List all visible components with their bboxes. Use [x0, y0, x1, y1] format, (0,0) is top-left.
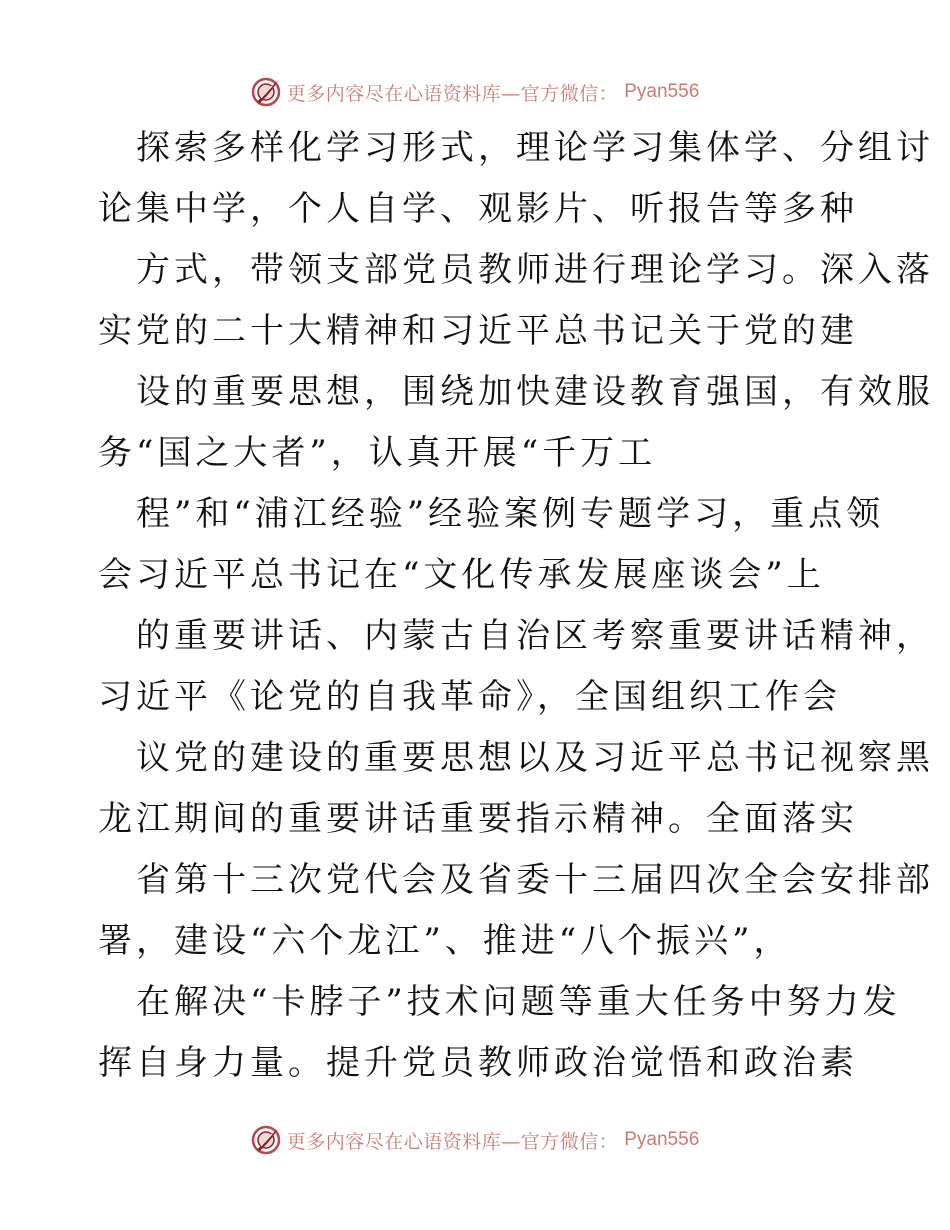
body-line-6: 务“国之大者”，认真开展“千万工: [98, 433, 657, 473]
body-line-9: 的重要讲话、内蒙古自治区考察重要讲话精神，: [136, 616, 934, 656]
body-line-14: 署，建设“六个龙江”、推进“八个振兴”，: [98, 921, 792, 961]
body-line-16: 挥自身力量。提升党员教师政治觉悟和政治素: [98, 1043, 858, 1083]
body-line-2: 论集中学，个人自学、观影片、听报告等多种: [98, 189, 858, 229]
feather-quill-logo-icon: [251, 77, 281, 107]
body-line-11: 议党的建设的重要思想以及习近平总书记视察黑: [136, 738, 934, 778]
body-line-5: 设的重要思想，围绕加快建设教育强国，有效服: [136, 372, 934, 412]
header-banner: [0, 72, 950, 112]
body-line-10: 习近平《论党的自我革命》，全国组织工作会: [98, 677, 841, 717]
footer-wechat-id: Pyan556: [624, 1129, 700, 1150]
footer-banner-text: 更多内容尽在心语资料库—官方微信：: [286, 1130, 619, 1153]
document-body: [98, 118, 934, 1094]
body-line-7: 程”和“浦江经验”经验案例专题学习，重点领: [136, 494, 885, 534]
header-wechat-id: Pyan556: [624, 81, 700, 102]
body-line-12: 龙江期间的重要讲话重要指示精神。全面落实: [98, 799, 858, 839]
body-line-8: 会习近平总书记在“文化传承发展座谈会”上: [98, 555, 825, 595]
body-line-3: 方式，带领支部党员教师进行理论学习。深入落: [136, 250, 934, 290]
header-banner-text: 更多内容尽在心语资料库—官方微信：: [286, 82, 619, 105]
body-line-13: 省第十三次党代会及省委十三届四次全会安排部: [136, 860, 934, 900]
body-line-1: 探索多样化学习形式，理论学习集体学、分组讨: [136, 128, 934, 168]
body-line-4: 实党的二十大精神和习近平总书记关于党的建: [98, 311, 858, 351]
feather-quill-logo-icon: [251, 1125, 281, 1155]
footer-banner: [0, 1120, 950, 1160]
body-line-15: 在解决“卡脖子”技术问题等重大任务中努力发: [136, 982, 901, 1022]
